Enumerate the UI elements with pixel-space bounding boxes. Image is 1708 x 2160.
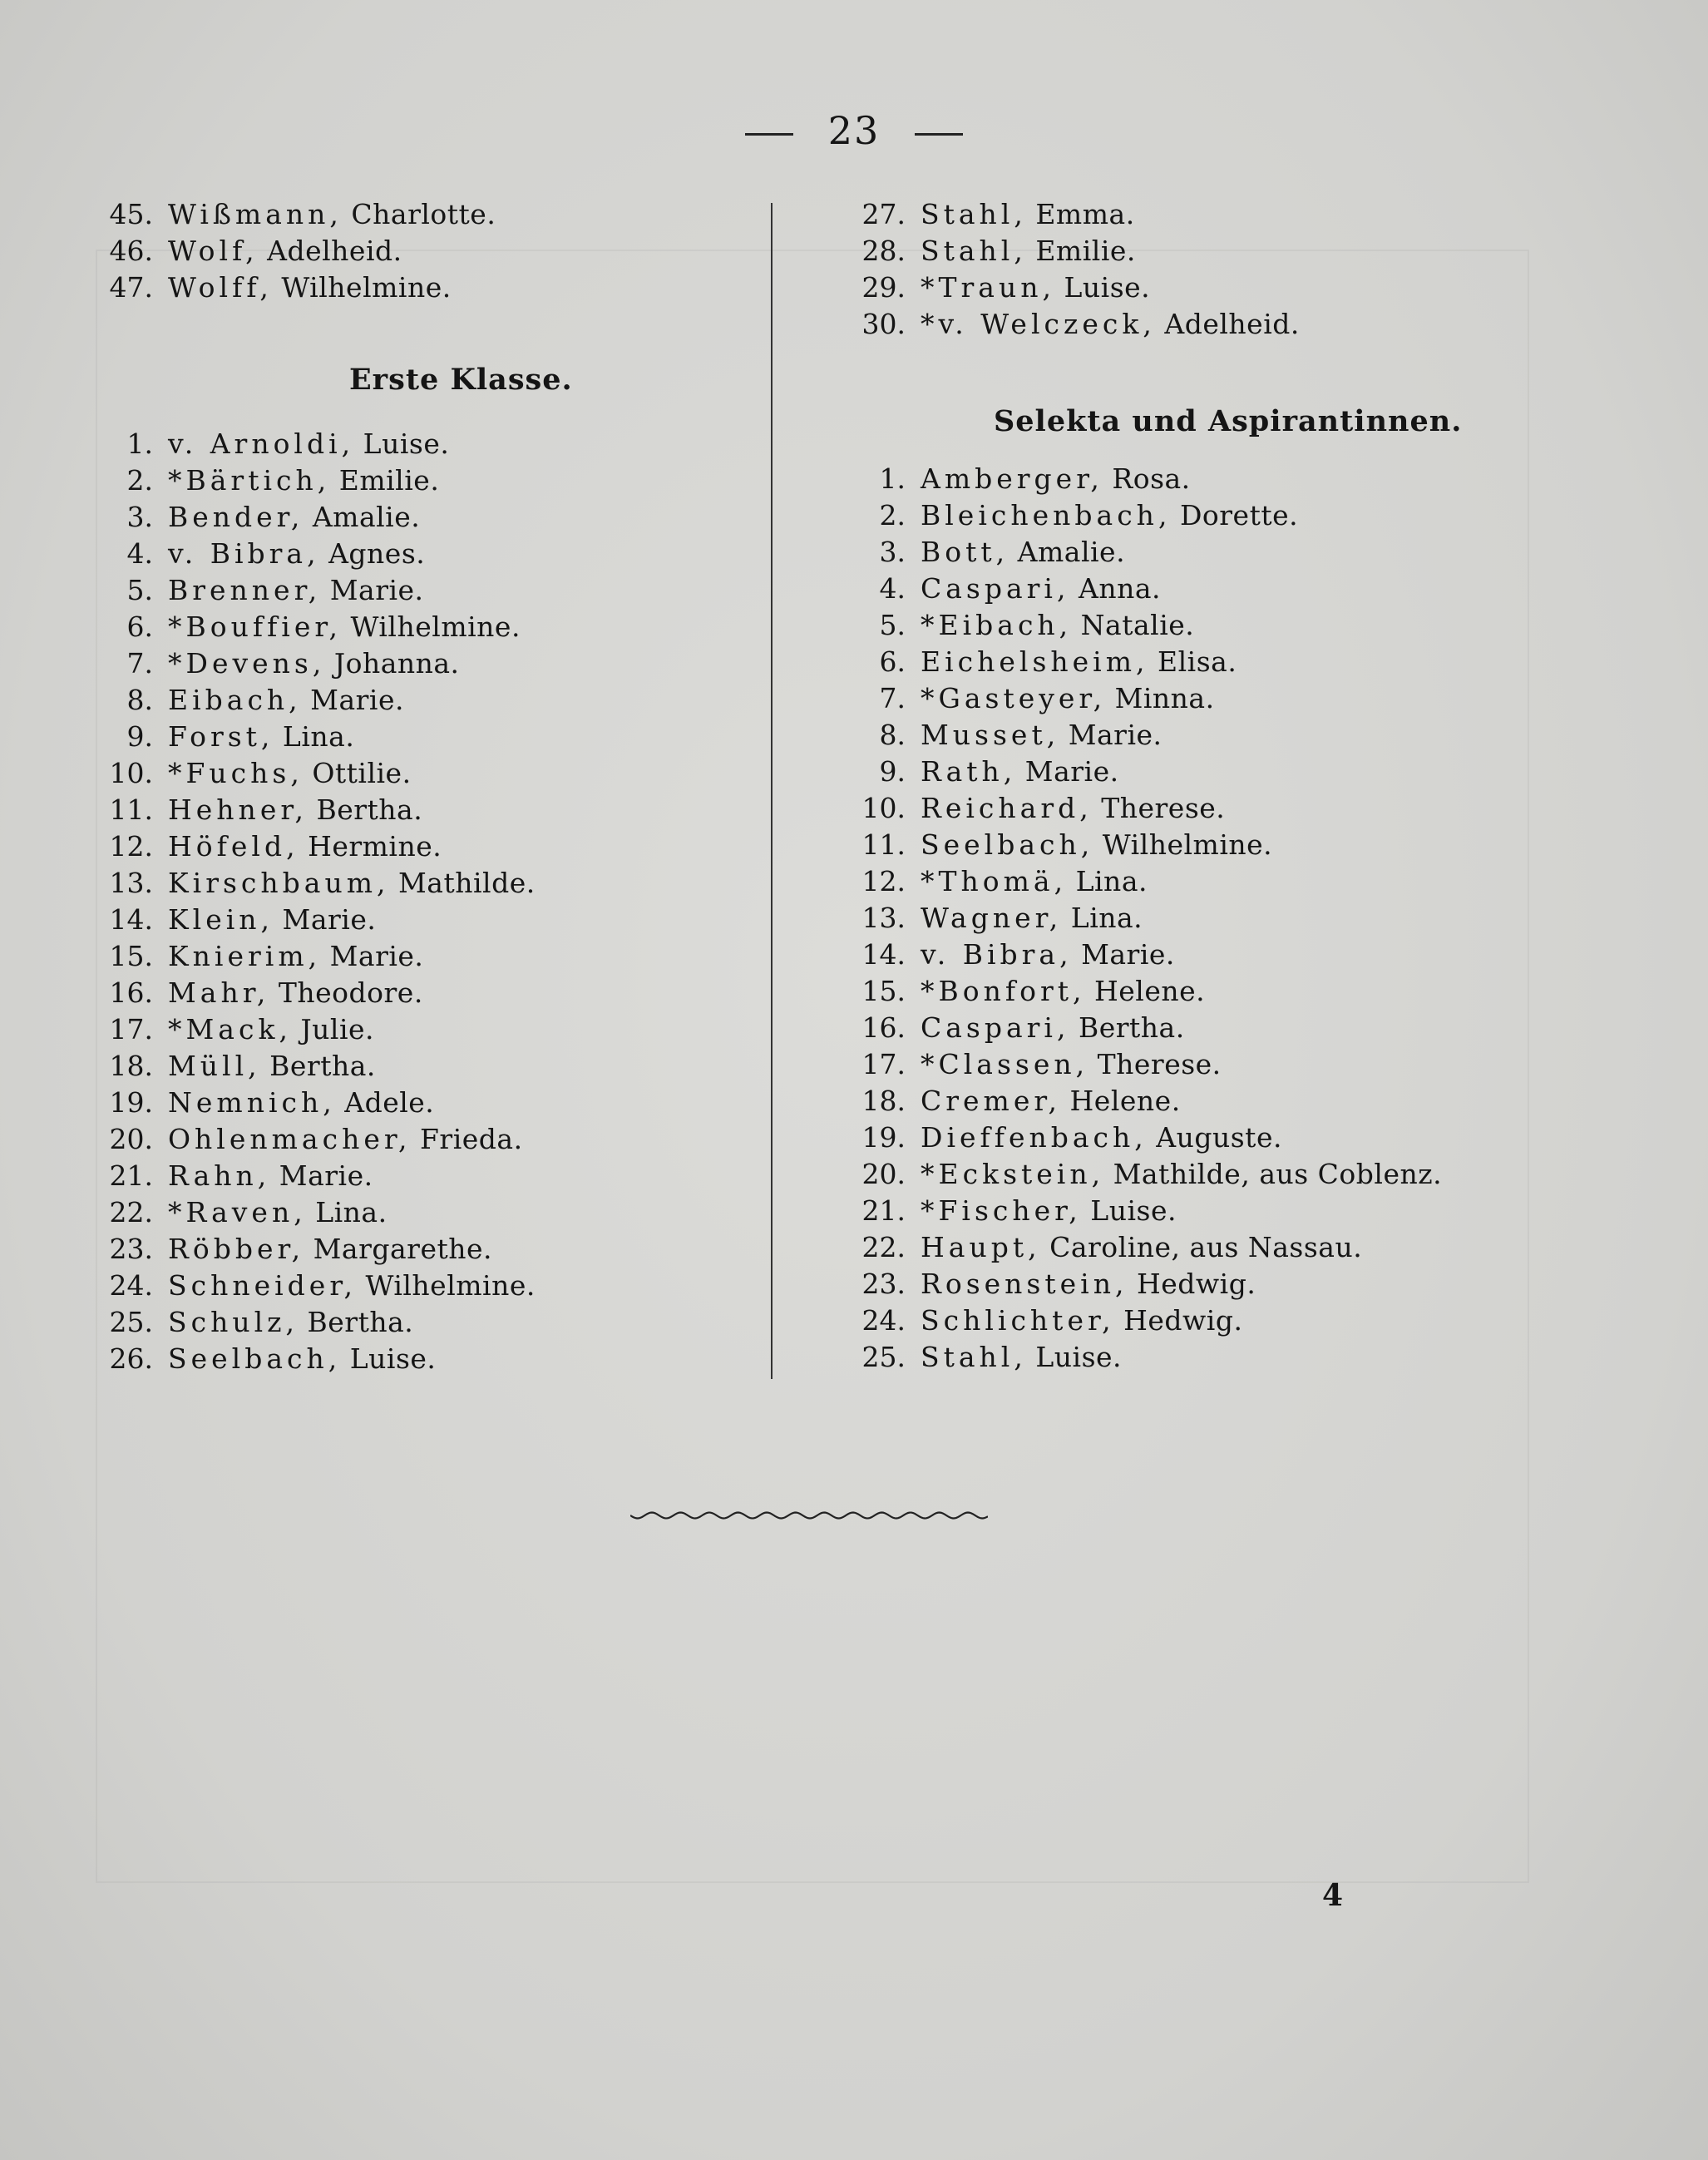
list-item (100, 1268, 536, 1304)
given-name: Johanna. (333, 647, 460, 680)
given-name: Emma. (1035, 198, 1135, 230)
list-item (852, 461, 1191, 497)
list-item (852, 900, 1143, 937)
item-number: 23. (109, 1233, 153, 1265)
signature-mark: 4 (1322, 1878, 1344, 1913)
surname: Hehner, (168, 793, 308, 826)
given-name: Luise. (349, 1342, 437, 1375)
surname: *v. Welczeck, (921, 308, 1156, 340)
surname: v. Arnoldi, (168, 428, 355, 460)
item-number: 22. (861, 1231, 906, 1263)
surname: Seelbach, (921, 828, 1094, 861)
list-item (100, 1158, 373, 1194)
surname: Höfeld, (168, 830, 299, 863)
list-item (852, 306, 1300, 343)
surname: *Devens, (168, 647, 326, 680)
list-item (852, 534, 1125, 571)
surname: Rath, (921, 755, 1017, 788)
surname: *Bonfort, (921, 975, 1086, 1007)
item-number: 26. (109, 1342, 153, 1375)
given-name: Emilie. (1035, 235, 1136, 267)
given-name: Therese. (1101, 792, 1226, 824)
list-item (100, 196, 496, 233)
item-number: 11. (109, 793, 153, 826)
surname: Cremer, (921, 1085, 1062, 1117)
item-number: 16. (109, 976, 153, 1009)
given-name: Agnes. (328, 537, 426, 570)
surname: Seelbach, (168, 1342, 342, 1375)
surname: Schulz, (168, 1306, 299, 1338)
item-number: 1. (126, 428, 153, 460)
item-number: 47. (109, 271, 153, 304)
surname: Haupt, (921, 1231, 1041, 1263)
surname: v. Bibra, (168, 537, 320, 570)
surname: Schlichter, (921, 1304, 1115, 1337)
surname: *Classen, (921, 1048, 1089, 1080)
item-number: 28. (861, 235, 906, 267)
item-number: 20. (861, 1158, 906, 1190)
given-name: Lina. (315, 1196, 388, 1228)
list-item (852, 1120, 1282, 1156)
given-name: Hermine. (308, 830, 442, 863)
item-number: 9. (879, 755, 906, 788)
list-item (852, 717, 1163, 754)
list-item (100, 975, 423, 1011)
item-number: 5. (126, 574, 153, 606)
given-name: Ottilie. (312, 757, 412, 789)
list-item (100, 1011, 374, 1048)
item-number: 4. (126, 537, 153, 570)
item-number: 3. (126, 501, 153, 533)
list-item (852, 1229, 1362, 1266)
given-name: Marie. (329, 940, 424, 972)
given-name: Adelheid. (267, 235, 402, 267)
list-item (100, 1231, 492, 1268)
list-item (100, 1194, 388, 1231)
item-number: 11. (861, 828, 906, 861)
item-number: 23. (861, 1268, 906, 1300)
surname: v. Bibra, (921, 938, 1073, 971)
list-item (100, 233, 402, 269)
given-name: Anna. (1078, 572, 1161, 605)
item-number: 1. (879, 462, 906, 495)
item-number: 13. (109, 867, 153, 899)
surname: *Raven, (168, 1196, 307, 1228)
surname: Mahr, (168, 976, 270, 1009)
list-item (852, 1339, 1122, 1376)
list-item (852, 1302, 1242, 1339)
item-number: 13. (861, 902, 906, 934)
surname: Ohlenmacher, (168, 1123, 412, 1155)
surname: Müll, (168, 1050, 261, 1082)
given-name: Marie. (279, 1159, 373, 1192)
surname: Rosenstein, (921, 1268, 1128, 1300)
surname: Röbber, (168, 1233, 305, 1265)
given-name: Lina. (1070, 902, 1143, 934)
surname: Brenner, (168, 574, 322, 606)
surname: Forst, (168, 720, 274, 753)
item-number: 17. (861, 1048, 906, 1080)
given-name: Helene. (1093, 975, 1206, 1007)
list-item (852, 497, 1298, 534)
list-item (852, 1083, 1181, 1120)
list-item (852, 1010, 1185, 1046)
list-item (100, 269, 452, 306)
given-name: Marie. (329, 574, 424, 606)
list-item (852, 233, 1136, 269)
surname: *Fuchs, (168, 757, 304, 789)
item-number: 9. (126, 720, 153, 753)
surname: Rahn, (168, 1159, 271, 1192)
given-name: Hedwig. (1123, 1304, 1243, 1337)
surname: Klein, (168, 903, 274, 936)
list-item (100, 1341, 436, 1377)
item-number: 14. (861, 938, 906, 971)
given-name: Luise. (1090, 1194, 1177, 1227)
list-item (100, 828, 442, 865)
surname: Bleichenbach, (921, 499, 1172, 531)
item-number: 10. (861, 792, 906, 824)
item-number: 30. (861, 308, 906, 340)
item-number: 46. (109, 235, 153, 267)
given-name: Lina. (1075, 865, 1148, 897)
item-number: 2. (126, 464, 153, 497)
given-name: Luise. (1035, 1341, 1123, 1373)
given-name: Julie. (300, 1013, 375, 1045)
given-name: Emilie. (338, 464, 440, 497)
item-number: 15. (109, 940, 153, 972)
item-number: 15. (861, 975, 906, 1007)
item-number: 7. (879, 682, 906, 714)
list-item (100, 572, 424, 609)
item-number: 8. (126, 684, 153, 716)
item-number: 6. (126, 610, 153, 643)
item-number: 27. (861, 198, 906, 230)
given-name: Frieda. (420, 1123, 523, 1155)
given-name: Bertha. (307, 1306, 414, 1338)
list-item (100, 865, 536, 902)
item-number: 16. (861, 1011, 906, 1044)
given-name: Hedwig. (1136, 1268, 1256, 1300)
surname: *Thomä, (921, 865, 1068, 897)
given-name: Minna. (1114, 682, 1215, 714)
list-item (852, 754, 1119, 790)
given-name: Luise. (1064, 271, 1151, 304)
column-divider (771, 203, 773, 1379)
item-number: 19. (861, 1121, 906, 1154)
list-item (100, 499, 420, 536)
given-name: Bertha. (269, 1050, 376, 1082)
surname: Amberger, (921, 462, 1103, 495)
given-name: Adelheid. (1164, 308, 1300, 340)
given-name: Lina. (282, 720, 355, 753)
list-item (852, 196, 1135, 233)
list-item (852, 863, 1148, 900)
list-item (852, 607, 1194, 644)
surname: Wolf, (168, 235, 259, 267)
item-number: 12. (109, 830, 153, 863)
given-name: Margarethe. (313, 1233, 493, 1265)
page-header (0, 108, 1708, 153)
given-name: Therese. (1097, 1048, 1222, 1080)
given-name: Mathilde, aus Coblenz. (1113, 1158, 1443, 1190)
given-name: Marie. (1068, 719, 1163, 751)
list-item (852, 973, 1205, 1010)
given-name: Amalie. (312, 501, 421, 533)
list-item (100, 1304, 413, 1341)
given-name: Wilhelmine. (281, 271, 452, 304)
ornamental-wave-rule (630, 1509, 988, 1522)
list-item (100, 792, 422, 828)
given-name: Caroline, aus Nassau. (1049, 1231, 1363, 1263)
list-item (100, 1048, 376, 1085)
section-heading-selekta: Selekta und Aspirantinnen. (994, 404, 1463, 438)
list-item (852, 1266, 1256, 1302)
item-number: 19. (109, 1086, 153, 1119)
surname: Wagner, (921, 902, 1063, 934)
item-number: 21. (109, 1159, 153, 1192)
given-name: Bertha. (316, 793, 423, 826)
surname: Kirschbaum, (168, 867, 390, 899)
given-name: Theodore. (278, 976, 423, 1009)
surname: Wolff, (168, 271, 273, 304)
item-number: 5. (879, 609, 906, 641)
item-number: 12. (861, 865, 906, 897)
surname: *Fischer, (921, 1194, 1082, 1227)
given-name: Natalie. (1080, 609, 1195, 641)
surname: Stahl, (921, 1341, 1027, 1373)
list-item (100, 682, 404, 719)
surname: *Traun, (921, 271, 1055, 304)
given-name: Helene. (1069, 1085, 1181, 1117)
item-number: 18. (861, 1085, 906, 1117)
header-dash-right (915, 133, 963, 136)
surname: Nemnich, (168, 1086, 336, 1119)
given-name: Auguste. (1156, 1121, 1282, 1154)
given-name: Charlotte. (351, 198, 496, 230)
surname: Eibach, (168, 684, 302, 716)
surname: *Gasteyer, (921, 682, 1107, 714)
item-number: 21. (861, 1194, 906, 1227)
surname: *Mack, (168, 1013, 292, 1045)
list-item (852, 937, 1175, 973)
given-name: Luise. (363, 428, 450, 460)
item-number: 10. (109, 757, 153, 789)
list-item (100, 1121, 523, 1158)
list-item (100, 462, 439, 499)
item-number: 3. (879, 536, 906, 568)
surname: *Eibach, (921, 609, 1073, 641)
given-name: Marie. (1024, 755, 1119, 788)
given-name: Wilhelmine. (365, 1269, 536, 1302)
item-number: 8. (879, 719, 906, 751)
surname: Caspari, (921, 1011, 1070, 1044)
surname: Bender, (168, 501, 304, 533)
item-number: 4. (879, 572, 906, 605)
surname: Bott, (921, 536, 1009, 568)
page-number: 23 (827, 108, 881, 153)
item-number: 25. (109, 1306, 153, 1338)
list-item (100, 1085, 434, 1121)
surname: *Bärtich, (168, 464, 331, 497)
surname: Stahl, (921, 235, 1027, 267)
item-number: 29. (861, 271, 906, 304)
surname: *Eckstein, (921, 1158, 1105, 1190)
item-number: 17. (109, 1013, 153, 1045)
item-number: 2. (879, 499, 906, 531)
item-number: 25. (861, 1341, 906, 1373)
surname: Knierim, (168, 940, 322, 972)
surname: Stahl, (921, 198, 1027, 230)
given-name: Marie. (282, 903, 377, 936)
list-item (852, 1193, 1177, 1229)
given-name: Wilhelmine. (350, 610, 521, 643)
list-item (100, 426, 449, 462)
list-item (100, 938, 423, 975)
surname: *Bouffier, (168, 610, 343, 643)
given-name: Marie. (1081, 938, 1175, 971)
surname: Reichard, (921, 792, 1093, 824)
given-name: Rosa. (1112, 462, 1191, 495)
given-name: Adele. (344, 1086, 435, 1119)
list-item (100, 719, 354, 755)
list-item (100, 755, 412, 792)
given-name: Amalie. (1017, 536, 1126, 568)
surname: Eichelsheim, (921, 645, 1149, 678)
surname: Schneider, (168, 1269, 357, 1302)
item-number: 24. (861, 1304, 906, 1337)
given-name: Marie. (310, 684, 404, 716)
surname: Wißmann, (168, 198, 343, 230)
surname: Musset, (921, 719, 1060, 751)
surname: Dieffenbach, (921, 1121, 1148, 1154)
list-item (100, 536, 425, 572)
item-number: 18. (109, 1050, 153, 1082)
given-name: Wilhelmine. (1102, 828, 1273, 861)
list-item (852, 1156, 1442, 1193)
given-name: Dorette. (1179, 499, 1299, 531)
item-number: 20. (109, 1123, 153, 1155)
given-name: Bertha. (1078, 1011, 1185, 1044)
given-name: Mathilde. (398, 867, 536, 899)
item-number: 24. (109, 1269, 153, 1302)
surname: Caspari, (921, 572, 1070, 605)
header-dash-left (745, 133, 793, 136)
list-item (100, 902, 376, 938)
item-number: 45. (109, 198, 153, 230)
item-number: 6. (879, 645, 906, 678)
list-item (852, 571, 1161, 607)
list-item (852, 790, 1225, 827)
section-heading-erste-klasse: Erste Klasse. (349, 363, 573, 397)
item-number: 22. (109, 1196, 153, 1228)
given-name: Elisa. (1158, 645, 1237, 678)
list-item (852, 269, 1150, 306)
item-number: 7. (126, 647, 153, 680)
list-item (100, 609, 521, 645)
list-item (852, 644, 1237, 680)
list-item (852, 680, 1215, 717)
list-item (100, 645, 460, 682)
list-item (852, 1046, 1222, 1083)
list-item (852, 827, 1272, 863)
item-number: 14. (109, 903, 153, 936)
